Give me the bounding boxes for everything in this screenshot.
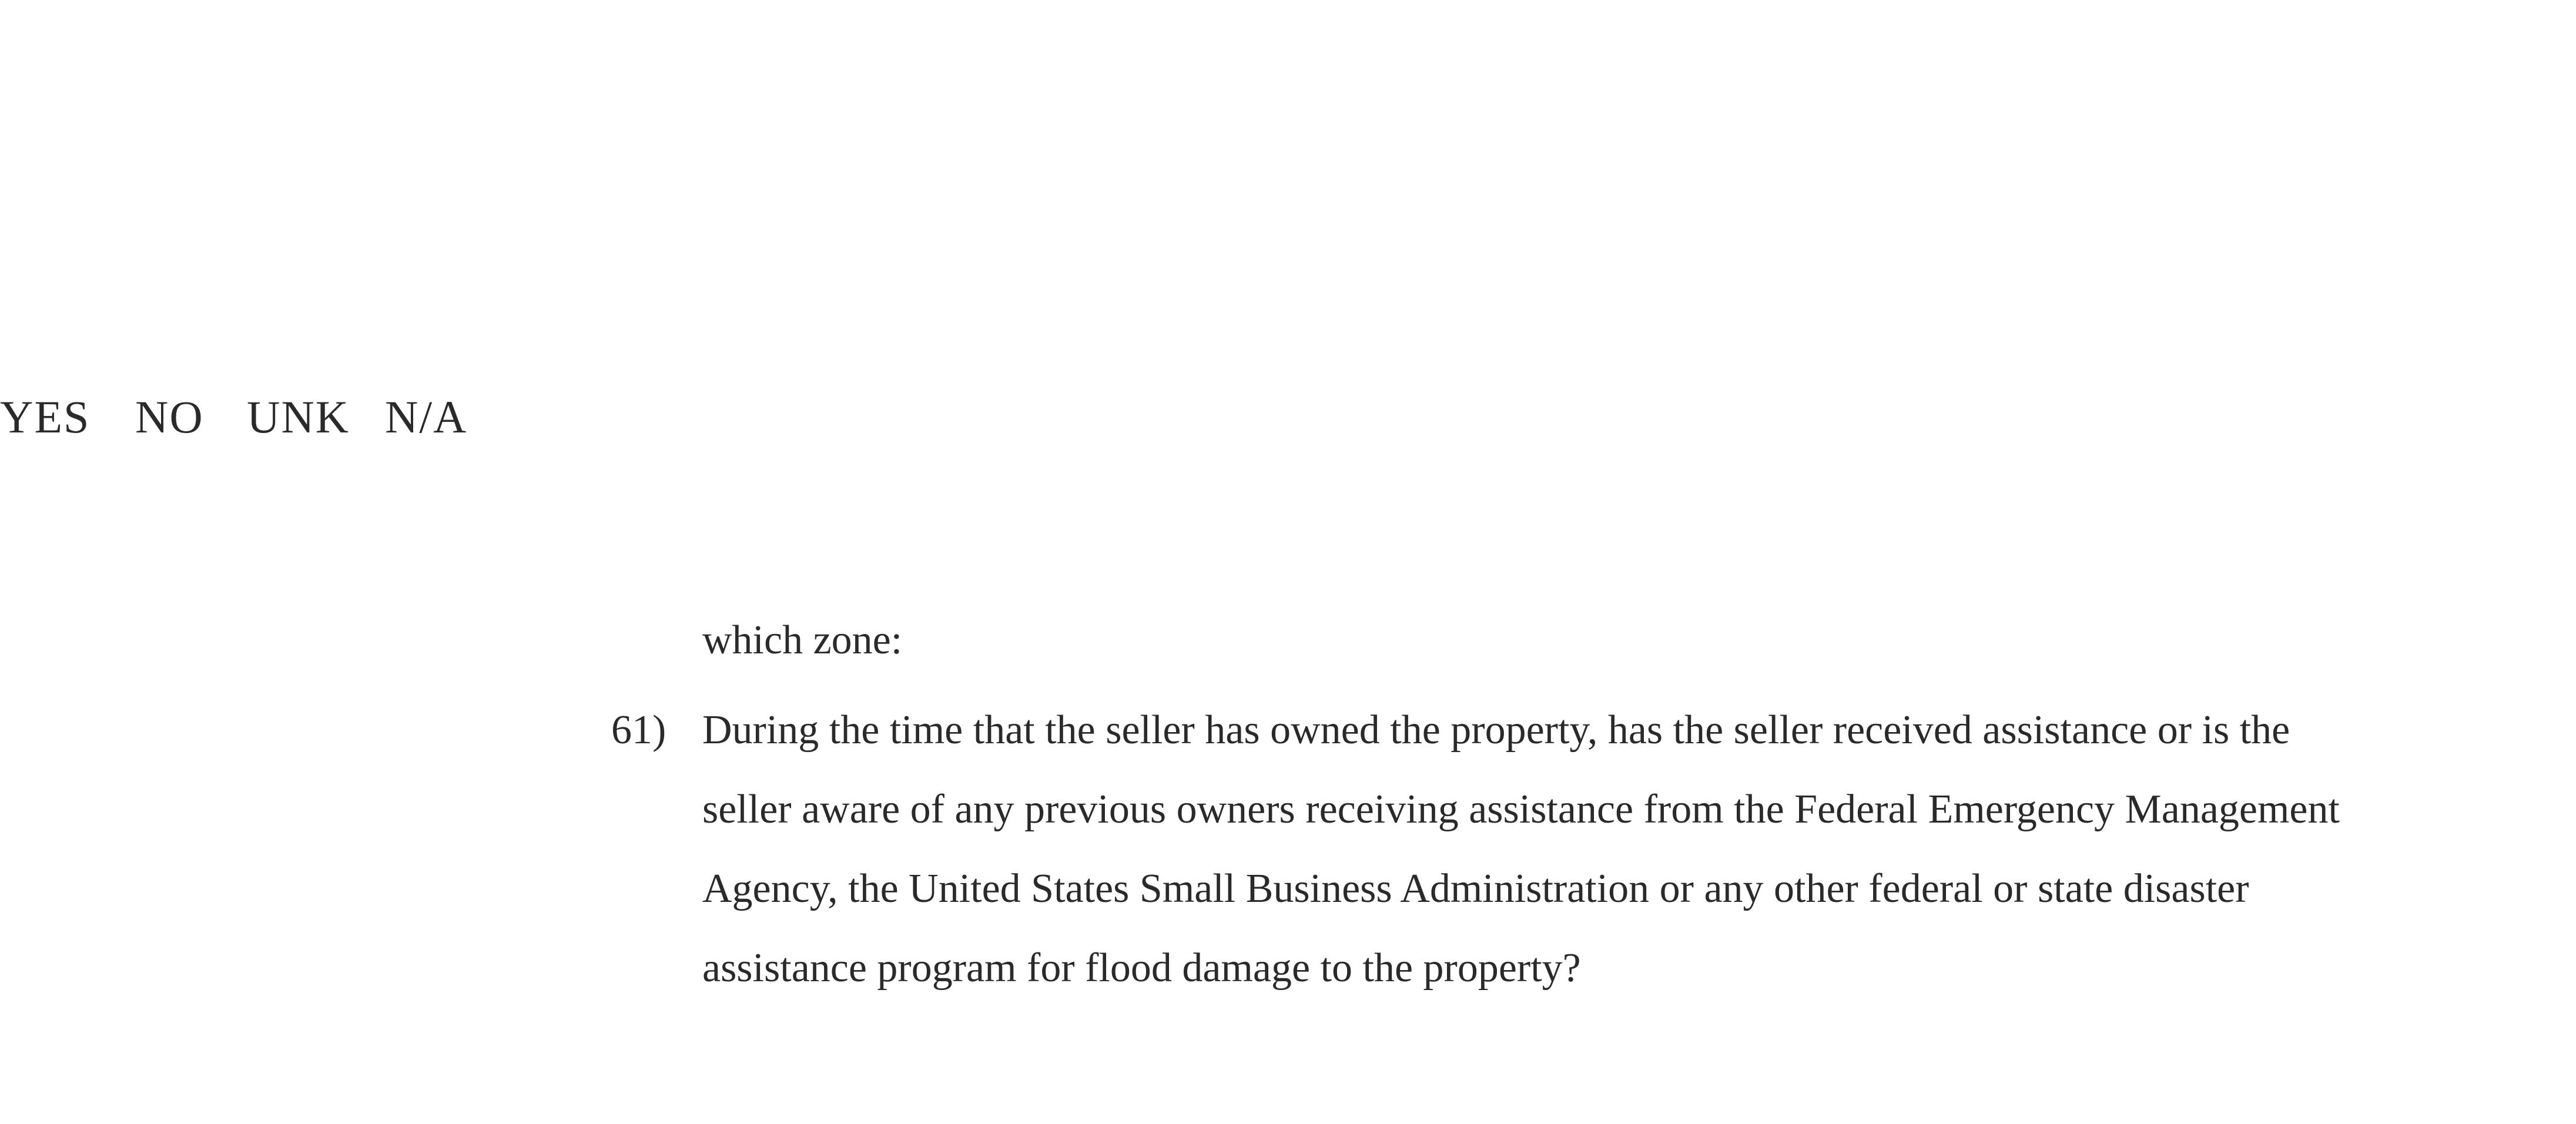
zone-prompt: which zone: <box>702 618 903 663</box>
question-line: seller aware of any previous owners receiving assistance from the Federal Emergency Management <box>702 787 2340 832</box>
question-line: During the time that the seller has owned the property, has the seller received assistance or is the <box>702 707 2290 753</box>
question-number: 61) <box>611 707 666 753</box>
question-text <box>702 690 2574 1008</box>
yes-column-label: YES <box>0 391 91 442</box>
na-column-label: N/A <box>385 391 468 442</box>
no-column-label: NO <box>135 391 204 442</box>
answer-column-headers <box>0 382 479 452</box>
question-line: Agency, the United States Small Business Administration or any other federal or state disaster <box>702 866 2249 911</box>
question-line: assistance program for flood damage to the property? <box>702 945 1581 991</box>
unk-column-label: UNK <box>247 391 350 442</box>
